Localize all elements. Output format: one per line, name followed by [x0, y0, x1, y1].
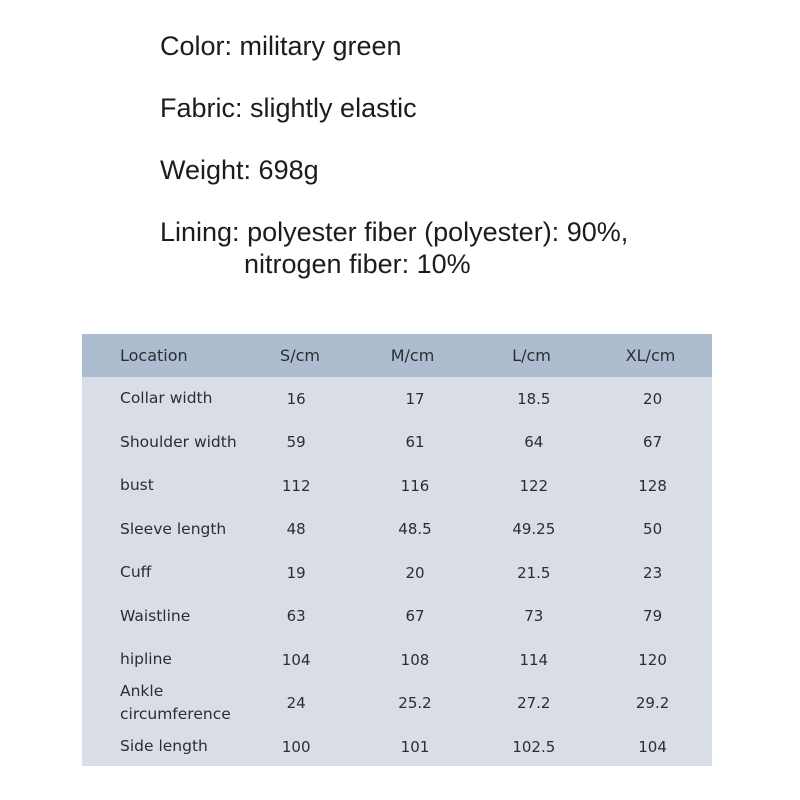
header-size-l: L/cm	[512, 346, 551, 365]
row-size-l: 18.5	[517, 389, 551, 408]
spec-color: Color: military green	[160, 31, 402, 61]
row-size-xl: 67	[643, 433, 663, 452]
row-size-l: 73	[524, 607, 544, 626]
row-size-xl: 23	[643, 563, 663, 582]
row-size-s: 24	[286, 694, 306, 713]
header-size-s: S/cm	[280, 346, 320, 365]
table-row	[82, 464, 712, 508]
row-size-xl: 29.2	[635, 694, 670, 713]
table-row	[82, 595, 712, 639]
row-size-xl: 104	[638, 737, 667, 756]
row-location: Waistline	[120, 606, 191, 625]
row-size-s: 19	[286, 563, 306, 582]
row-size-l: 122	[519, 476, 549, 495]
row-location: Shoulder width	[120, 432, 237, 451]
row-size-s: 104	[281, 650, 311, 669]
row-size-m: 67	[405, 607, 425, 626]
row-size-l: 102.5	[512, 737, 556, 756]
row-location: Ankle circumference	[120, 682, 231, 724]
row-size-xl: 120	[638, 650, 667, 669]
table-row	[82, 508, 712, 552]
row-size-m: 61	[405, 433, 425, 452]
row-size-m: 17	[405, 389, 425, 408]
table-row	[82, 725, 712, 769]
row-size-m: 25.2	[398, 694, 432, 713]
spec-lining-line1: Lining: polyester fiber (polyester): 90%,	[160, 217, 629, 247]
row-size-xl: 79	[643, 607, 663, 626]
table-row	[82, 377, 712, 421]
row-size-m: 48.5	[398, 520, 432, 539]
row-size-m: 108	[400, 650, 430, 669]
size-chart-table	[82, 334, 712, 766]
row-size-xl: 20	[643, 389, 663, 408]
row-size-s: 100	[281, 737, 311, 756]
product-specs	[160, 30, 780, 280]
row-size-l: 49.25	[512, 520, 556, 539]
header-location: Location	[120, 346, 188, 365]
table-row	[82, 638, 712, 682]
row-size-l: 114	[519, 650, 549, 669]
table-row	[82, 682, 712, 726]
row-size-xl: 128	[638, 476, 667, 495]
row-size-s: 112	[281, 476, 311, 495]
row-size-m: 116	[400, 476, 430, 495]
row-location: hipline	[120, 650, 172, 669]
header-size-m: M/cm	[390, 346, 435, 365]
row-location: Cuff	[120, 563, 152, 582]
row-size-s: 48	[286, 520, 306, 539]
table-row	[82, 551, 712, 595]
row-size-l: 21.5	[517, 563, 551, 582]
spec-lining	[160, 216, 780, 248]
row-size-l: 27.2	[517, 694, 551, 713]
row-location: Side length	[120, 737, 208, 756]
row-size-s: 59	[286, 433, 306, 452]
spec-weight: Weight: 698g	[160, 155, 319, 185]
spec-fabric: Fabric: slightly elastic	[160, 93, 417, 123]
row-size-l: 64	[524, 433, 544, 452]
row-location: Sleeve length	[120, 519, 227, 538]
row-size-xl: 50	[643, 520, 663, 539]
row-location: bust	[120, 476, 154, 495]
row-size-m: 20	[405, 563, 425, 582]
table-header-row	[82, 334, 712, 377]
table-body	[82, 377, 712, 769]
table-row	[82, 421, 712, 465]
row-location: Collar width	[120, 389, 213, 408]
spec-lining-line2: nitrogen fiber: 10%	[244, 249, 471, 279]
header-size-xl: XL/cm	[625, 346, 676, 365]
row-size-s: 63	[286, 607, 306, 626]
row-size-s: 16	[286, 389, 306, 408]
row-size-m: 101	[400, 737, 430, 756]
